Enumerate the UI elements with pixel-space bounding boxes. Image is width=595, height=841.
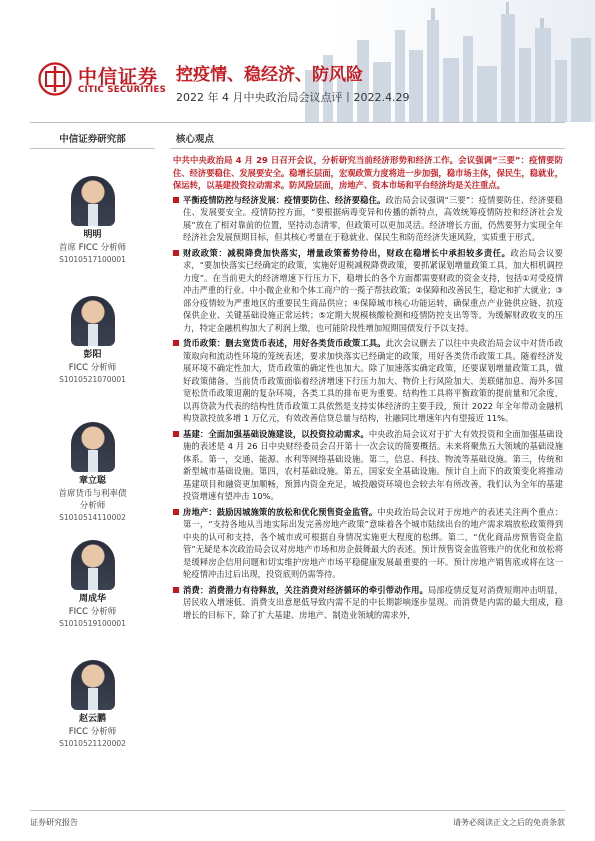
analyst-id: S1010521120002 xyxy=(59,739,126,748)
paragraph-lead: 消费：消费潜力有待释放，关注消费对经济循环的牵引带动作用。 xyxy=(183,584,428,595)
paragraph-text: 政治局会议强调“三要”：疫情要防住、经济要稳住、发展要安全。疫情防控方面，“要根据病毒变异和传播的新特点，高效统筹疫情防控和经济社会发展”放在了相对靠前的位置，坚持动态清零，但政策可以更加灵活。经济增长方面，仍然要努力实现全年经济社会发展预期目标，但其核心考量在于稳就业、保民生和防范经济失速风险，实质重于形式。 xyxy=(183,194,563,242)
section-heading: 核心观点 xyxy=(176,134,215,145)
report-body xyxy=(173,154,563,624)
bullet-square-icon xyxy=(173,431,179,437)
analyst-name: 周成华 xyxy=(78,594,106,604)
header-divider xyxy=(30,122,565,123)
company-logo xyxy=(38,60,168,100)
analyst-name: 赵云鹏 xyxy=(78,714,106,724)
header-banner xyxy=(0,0,595,122)
body-paragraph xyxy=(173,247,563,335)
analyst-id: S1010514110002 xyxy=(59,513,126,522)
analyst-card xyxy=(30,540,155,629)
body-paragraph xyxy=(173,337,563,425)
analyst-id: S1010517100001 xyxy=(59,255,126,264)
body-paragraph xyxy=(173,428,563,503)
bullet-square-icon xyxy=(173,509,179,515)
analyst-role: FICC 分析师 xyxy=(68,727,117,737)
paragraph-lead: 货币政策：删去宽货币表述，用好各类货币政策工具。 xyxy=(183,338,386,348)
bullet-square-icon xyxy=(173,340,179,346)
paragraph-lead: 财政政策：减税降费加快落实，增量政策蓄势待出，财政在稳增长中承担较多责任。 xyxy=(183,247,511,258)
sidebar-divider xyxy=(30,148,155,149)
analyst-card xyxy=(30,660,155,749)
analyst-avatar xyxy=(71,176,115,226)
paragraph-text: 中央政治局会议对于房地产的表述关注两个重点：第一，“支持各地从当地实际出发完善房地产政策”意味着各个城市陆续出台的地产需求端放松政策得到中央的认可和支持，各个城市或可根据自身情况实施更大程度的松绑。第二，“优化商品房预售资金监管”无疑是本次政治局会议对房地产市场和房企鼓舞最大的表述。预计预售资金监管账户的优化和放松将是缓释房企信用问题和切实维护房地产市场平稳健康发展最重要的一环。预计房地产销售底或将在这一轮疫情冲击过后出现，投资底则仍需等待。 xyxy=(183,506,563,579)
paragraph-text: 中央政治局会议对于扩大有效投资和全面加强基础设施的表述是 4 月 26 日中央财经委员会召开第十一次会议的简要概括。未来将聚焦五大领域的基础设施体系。第一，交通、能源、水利等网络基础设施。第二，信息、科技、物流等基础设施。第三，传统和新型城市基础设施。第四，农村基础设施。第五，国家安全基础设施。预计自上而下的政策变化将推动基建项目和融资更加顺畅，预算内资金充足，城投融资环境也会较去年有所改善，我们认为全年的基建投资增速有望冲击 10%。 xyxy=(183,428,563,501)
analyst-id: S1010521070001 xyxy=(59,375,126,384)
analyst-card xyxy=(30,422,155,523)
analyst-role: FICC 分析师 xyxy=(68,363,117,373)
analyst-role: FICC 分析师 xyxy=(68,607,117,617)
sidebar-heading: 中信证券研究部 xyxy=(59,134,126,145)
paragraph-lead: 平衡疫情防控与经济发展：疫情要防住、经济要稳住。 xyxy=(183,194,386,205)
main-divider xyxy=(170,148,565,149)
analyst-name: 章立聪 xyxy=(78,476,106,486)
analyst-card xyxy=(30,176,155,265)
analyst-name: 明明 xyxy=(83,230,102,240)
body-paragraph xyxy=(173,584,563,622)
paragraph-text: 政治局会议要求，“要加快落实已经确定的政策，实施好退税减税降费政策，要抓紧谋划增量政策工具，加大相机调控力度”。在当前更大的经济增速下行压力下，稳增长的各个方面都需要财政的资金支持，包括①对受疫情冲击严重的行业、中小微企业和个体工商户的一揽子帮扶政策；②保障和改善民生，稳定和扩大就业；③部分疫情较为严重地区的重要民生商品供应；④保障城市核心功能运转，确保重点产业链供应链、抗疫保供企业、关键基础设施正常运转；⑤定期大规模核酸检测和疫情防控支出等等。为缓解财政收支的压力，特定金融机构加大了利润上缴，也可能阶段性增加短期国债发行予以支持。 xyxy=(183,247,563,333)
analyst-role: 首席 FICC 分析师 xyxy=(58,243,127,253)
paragraph-lead: 房地产：鼓励因城施策的放松和优化预售资金监管。 xyxy=(183,506,378,517)
body-paragraph xyxy=(173,194,563,244)
bullet-square-icon xyxy=(173,197,179,203)
footer-divider xyxy=(30,810,565,811)
bullet-square-icon xyxy=(173,250,179,256)
logo-name-cn: 中信证券 xyxy=(78,66,159,88)
footer-disclaimer: 请务必阅读正文之后的免责条款 xyxy=(453,818,565,827)
analyst-role: 首席货币与利率债 xyxy=(58,489,127,499)
body-paragraph xyxy=(173,506,563,581)
analyst-avatar xyxy=(71,296,115,346)
analyst-name: 彭阳 xyxy=(83,350,102,360)
paragraph-text: 局部疫情反复对消费短期冲击明显，居民收入增速低、消费支出意愿低导致内需不足的中长期影响逐步显现。而消费是内需的最大组成，稳增长的目标下，除了扩大基建、房地产、制造业领域的需求外， xyxy=(183,584,563,620)
analyst-role-line2: 分析师 xyxy=(79,501,106,511)
citic-logo-mark xyxy=(38,62,72,96)
paragraph-lead: 基建：全面加强基础设施建设，以投资拉动需求。 xyxy=(183,428,369,439)
summary-paragraph: 中共中央政治局 4 月 29 日召开会议，分析研究当前经济形势和经济工作。会议强调“三要”：疫情要防住、经济要稳住、发展要安全。稳增长层面，宏观政策力度将进一步加强，稳市场主体，保民生，稳就业，保运转，以基建投资拉动需求。防风险层面，房地产、资本市场和平台经济均是关注重点。 xyxy=(173,155,563,190)
analyst-card xyxy=(30,296,155,385)
report-subtitle: 2022 年 4 月中央政治局会议点评丨2022.4.29 xyxy=(176,91,410,104)
analyst-avatar xyxy=(71,660,115,710)
analyst-id: S1010519100001 xyxy=(59,619,126,628)
logo-name-en: CITIC SECURITIES xyxy=(78,85,167,95)
analyst-avatar xyxy=(71,540,115,590)
paragraph-text: 此次会议删去了以往中央政治局会议中对货币政策取向和流动性环境的笼统表述，要求加快落实已经确定的政策，用好各类货币政策工具。随着经济发展环境不确定性加大，货币政策的确定性也加大。除了加速落实确定政策，还要谋划增量政策工具，做好政策储备。当前货币政策面临着经济增速下行压力加大、物价上行风险加大、美联储加息、海外多国宽松货币政策退潮的复杂环境，各类工具的排布更为重要。结构性工具将平衡政策的提前量和冗余度，以再贷款为代表的结构性货币政策工具依然是支持实体经济的主要手段，预计 2022 年全年带动金融机构贷款投放多增 1 万亿元，有效改善信贷总量与结构，社融同比增速年内有望接近 11%。 xyxy=(183,338,563,423)
bullet-square-icon xyxy=(173,587,179,593)
report-title: 控疫情、稳经济、防风险 xyxy=(176,65,363,85)
analyst-avatar xyxy=(71,422,115,472)
footer-report-type: 证券研究报告 xyxy=(30,818,78,827)
